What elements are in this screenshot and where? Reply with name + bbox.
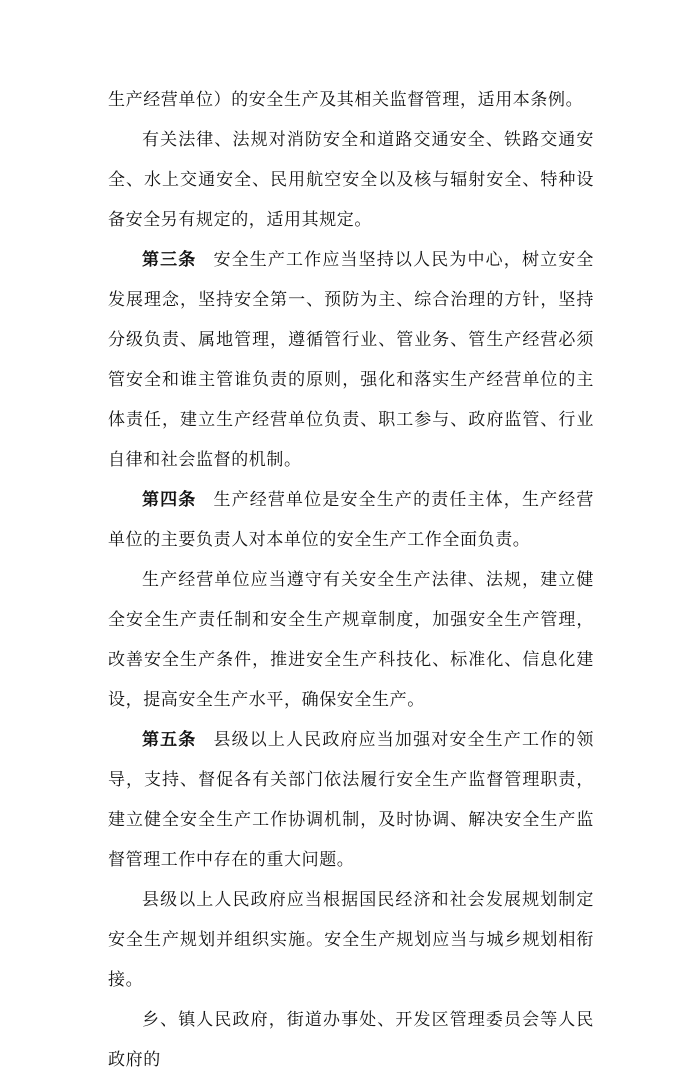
paragraph-text: 生产经营单位应当遵守有关安全生产法律、法规，建立健全安全生产责任制和安全生产规章制度，加强安全生产管理，改善安全生产条件，推进安全生产科技化、标准化、信息化建设，提高安全生产水平，确保安全生产。: [108, 570, 594, 710]
paragraph: [108, 80, 594, 120]
article-label: 第三条: [142, 250, 197, 270]
paragraph: [108, 1000, 594, 1080]
article-label: 第五条: [142, 730, 197, 750]
article-paragraph: [108, 240, 594, 480]
paragraph: [108, 880, 594, 1000]
paragraph-text: 安全生产工作应当坚持以人民为中心，树立安全发展理念，坚持安全第一、预防为主、综合治理的方针，坚持分级负责、属地管理，遵循管行业、管业务、管生产经营必须管安全和谁主管谁负责的原则，强化和落实生产经营单位的主体责任，建立生产经营单位负责、职工参与、政府监管、行业自律和社会监督的机制。: [108, 250, 594, 470]
paragraph-text: 乡、镇人民政府，街道办事处、开发区管理委员会等人民政府的: [108, 1010, 594, 1070]
paragraph: [108, 560, 594, 720]
paragraph: [108, 120, 594, 240]
paragraph-text: 县级以上人民政府应当根据国民经济和社会发展规划制定安全生产规划并组织实施。安全生产规划应当与城乡规划相衔接。: [108, 890, 594, 990]
paragraph-text: 县级以上人民政府应当加强对安全生产工作的领导，支持、督促各有关部门依法履行安全生产监督管理职责，建立健全安全生产工作协调机制，及时协调、解决安全生产监督管理工作中存在的重大问题。: [108, 730, 594, 870]
article-paragraph: [108, 720, 594, 880]
paragraph-text: 生产经营单位是安全生产的责任主体，生产经营单位的主要负责人对本单位的安全生产工作全面负责。: [108, 490, 594, 550]
paragraph-text: 有关法律、法规对消防安全和道路交通安全、铁路交通安全、水上交通安全、民用航空安全以及核与辐射安全、特种设备安全另有规定的，适用其规定。: [108, 130, 594, 230]
paragraph-text: 生产经营单位）的安全生产及其相关监督管理，适用本条例。: [108, 90, 584, 110]
article-paragraph: [108, 480, 594, 560]
article-label: 第四条: [142, 490, 197, 510]
document-body: [108, 80, 594, 1080]
